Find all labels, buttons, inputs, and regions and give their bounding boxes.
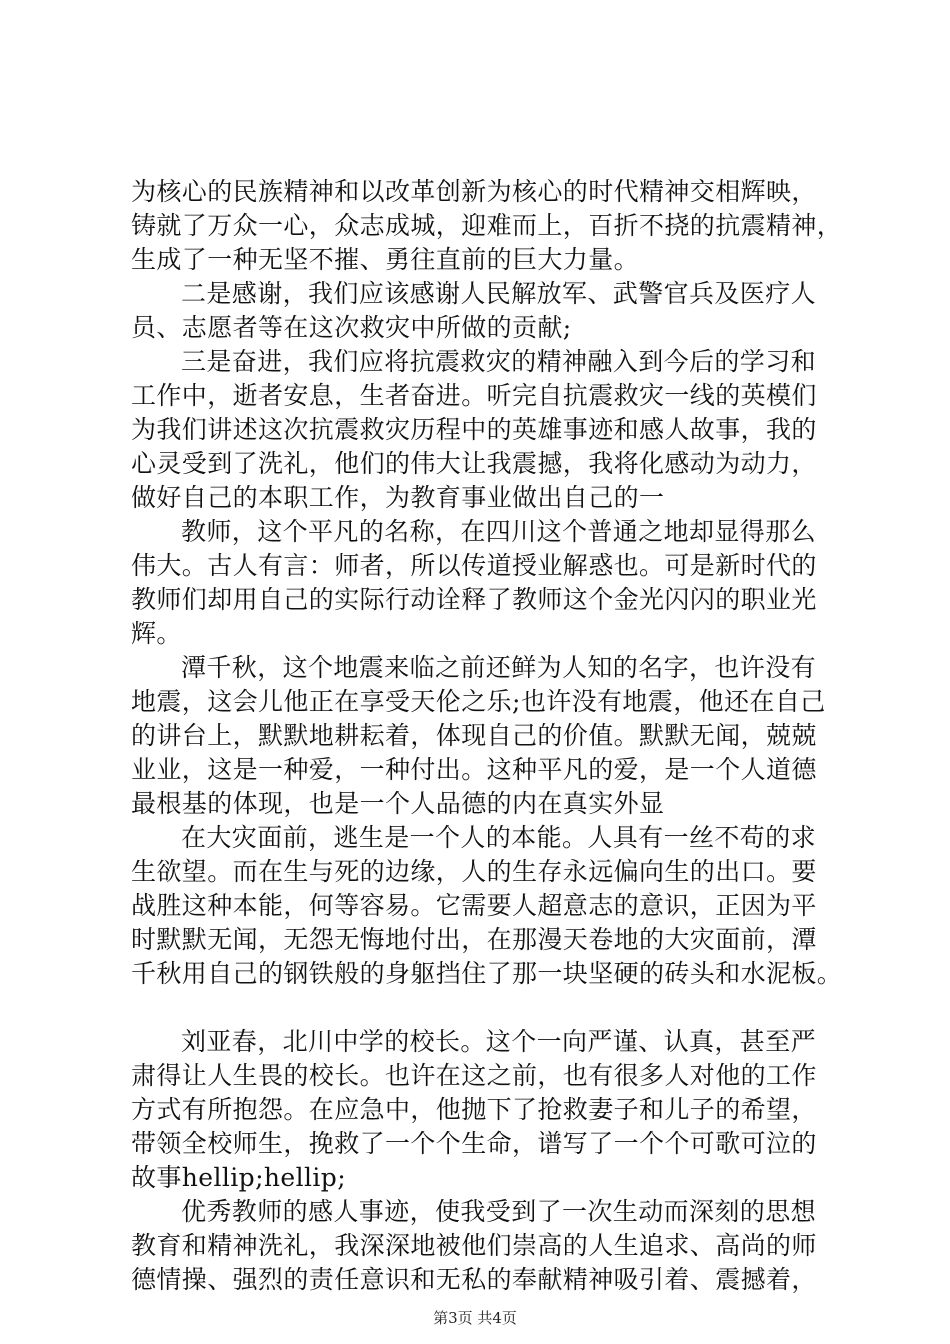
text-line: 员、志愿者等在这次救灾中所做的贡献;	[131, 313, 572, 342]
text-line: 肃得让人生畏的校长。也许在这之前，也有很多人对他的工作	[131, 1061, 817, 1090]
paragraph-first-line: 刘亚春，北川中学的校长。这个一向严谨、认真，甚至严	[181, 1027, 817, 1056]
text-line: 生成了一种无坚不摧、勇往直前的巨大力量。	[131, 245, 640, 274]
text-line: 铸就了万众一心，众志成城，迎难而上，百折不挠的抗震精神，	[131, 211, 843, 240]
text-line: 时默默无闻，无怨无悔地付出，在那漫天卷地的大灾面前，潭	[131, 925, 817, 954]
text-line: 伟大。古人有言：师者，所以传道授业解惑也。可是新时代的	[131, 551, 817, 580]
page-number-footer: 第3页 共4页	[433, 1309, 517, 1327]
text-line: 教师们却用自己的实际行动诠释了教师这个金光闪闪的职业光	[131, 585, 817, 614]
text-line: 故事hellip;hellip;	[131, 1163, 347, 1192]
text-line: 为核心的民族精神和以改革创新为核心的时代精神交相辉映，	[131, 177, 817, 206]
paragraph-first-line: 教师，这个平凡的名称，在四川这个普通之地却显得那么	[181, 517, 817, 546]
text-line: 方式有所抱怨。在应急中，他抛下了抢救妻子和儿子的希望，	[131, 1095, 817, 1124]
text-line: 带领全校师生，挽救了一个个生命，谱写了一个个可歌可泣的	[131, 1129, 817, 1158]
paragraph-first-line: 在大灾面前，逃生是一个人的本能。人具有一丝不苟的求	[181, 823, 817, 852]
text-line: 最根基的体现，也是一个人品德的内在真实外显	[131, 789, 665, 818]
text-line: 的讲台上，默默地耕耘着，体现自己的价值。默默无闻，兢兢	[131, 721, 817, 750]
text-line: 为我们讲述这次抗震救灾历程中的英雄事迹和感人故事，我的	[131, 415, 817, 444]
paragraph-first-line: 二是感谢，我们应该感谢人民解放军、武警官兵及医疗人	[181, 279, 817, 308]
text-line: 心灵受到了洗礼，他们的伟大让我震撼，我将化感动为动力，	[131, 449, 817, 478]
text-line: 德情操、强烈的责任意识和无私的奉献精神吸引着、震撼着，	[131, 1265, 817, 1294]
text-line: 做好自己的本职工作，为教育事业做出自己的一	[131, 483, 665, 512]
text-line: 战胜这种本能，何等容易。它需要人超意志的意识，正因为平	[131, 891, 817, 920]
text-line: 教育和精神洗礼，我深深地被他们崇高的人生追求、高尚的师	[131, 1231, 817, 1260]
text-line: 辉。	[131, 619, 182, 648]
text-line: 工作中，逝者安息，生者奋进。听完自抗震救灾一线的英模们	[131, 381, 817, 410]
text-line: 业业，这是一种爱，一种付出。这种平凡的爱，是一个人道德	[131, 755, 817, 784]
paragraph-first-line: 潭千秋，这个地震来临之前还鲜为人知的名字，也许没有	[181, 653, 817, 682]
text-line: 千秋用自己的钢铁般的身躯挡住了那一块坚硬的砖头和水泥板。	[131, 959, 843, 988]
paragraph-first-line: 优秀教师的感人事迹，使我受到了一次生动而深刻的思想	[181, 1197, 817, 1226]
paragraph-first-line: 三是奋进，我们应将抗震救灾的精神融入到今后的学习和	[181, 347, 817, 376]
text-line: 生欲望。而在生与死的边缘，人的生存永远偏向生的出口。要	[131, 857, 817, 886]
text-line: 地震，这会儿他正在享受天伦之乐;也许没有地震，他还在自己	[131, 687, 826, 716]
